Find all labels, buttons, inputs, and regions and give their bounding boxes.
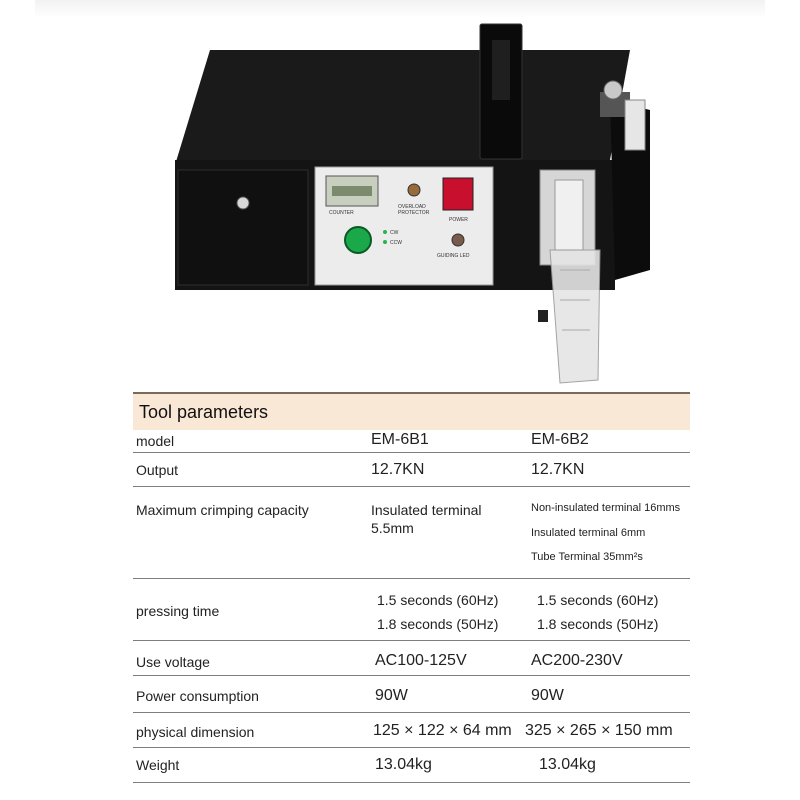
value-em6b2-line1: Non-insulated terminal 16mms [531, 502, 681, 514]
ccw-label: CCW [390, 240, 402, 246]
value-em6b1-line2: 5.5mm [371, 520, 414, 536]
value-em6b2-line3: Tube Terminal 35mm²s [531, 551, 643, 563]
start-button [345, 227, 371, 253]
row-label: pressing time [136, 603, 220, 619]
value-em6b2: EM-6B2 [531, 431, 589, 448]
guiding-led-label: GUIDING LED [437, 253, 470, 259]
row-label: Output [136, 462, 179, 478]
value-em6b1-line2: 1.8 seconds (50Hz) [377, 616, 499, 632]
power-label: POWER [449, 217, 468, 223]
overload-label: OVERLOAD [398, 204, 426, 210]
value-em6b1: AC100-125V [375, 652, 467, 669]
value-em6b1-line1: 1.5 seconds (60Hz) [377, 592, 499, 608]
value-em6b2-line2: 1.8 seconds (50Hz) [537, 616, 659, 632]
value-em6b1: 90W [375, 687, 408, 704]
row-label: Weight [136, 757, 180, 773]
value-em6b2: AC200-230V [531, 652, 623, 669]
tool-parameters-table [133, 392, 690, 787]
table-header [133, 392, 690, 430]
row-label: Power consumption [136, 688, 259, 704]
cw-label: CW [390, 230, 399, 236]
row-label: model [136, 433, 175, 449]
value-em6b1: 13.04kg [375, 756, 432, 773]
value-em6b2: 12.7KN [531, 461, 585, 478]
table-row-output [133, 453, 690, 487]
power-switch [443, 178, 473, 210]
guiding-led-knob [452, 234, 464, 246]
drawer [178, 170, 308, 285]
head-window [625, 100, 645, 150]
guard-clip [538, 310, 548, 322]
counter-label: COUNTER [329, 210, 354, 216]
cw-led [383, 230, 387, 234]
ccw-led [383, 240, 387, 244]
table-row-model [133, 428, 690, 453]
table-row-pressing-time [133, 579, 690, 641]
row-label: Use voltage [136, 654, 210, 670]
value-em6b2-line1: 1.5 seconds (60Hz) [537, 592, 659, 608]
overload-label-2: PROTECTOR [398, 210, 430, 216]
head-knob [604, 81, 622, 99]
table-row-crimping-capacity [133, 487, 690, 579]
value-em6b1: EM-6B1 [371, 431, 429, 448]
value-em6b2-line2: Insulated terminal 6mm [531, 527, 646, 539]
table-row-power-consumption [133, 676, 690, 713]
row-label: physical dimension [136, 724, 255, 740]
crimping-machine-photo [0, 0, 800, 390]
value-em6b1: 12.7KN [371, 461, 425, 478]
value-em6b1-line1: Insulated terminal [371, 502, 482, 518]
table-row-physical-dimension [133, 713, 690, 748]
row-label: Maximum crimping capacity [136, 502, 309, 518]
value-em6b1: 125 × 122 × 64 mm [373, 722, 512, 739]
handle-slot [492, 40, 510, 100]
table-row-use-voltage [133, 641, 690, 676]
table-title: Tool parameters [139, 402, 269, 422]
overload-protector-knob [408, 184, 420, 196]
value-em6b2: 325 × 265 × 150 mm [525, 722, 673, 739]
value-em6b2: 90W [531, 687, 564, 704]
drawer-knob [237, 197, 249, 209]
machine-top [175, 50, 630, 165]
value-em6b2: 13.04kg [539, 756, 596, 773]
table-row-weight [133, 748, 690, 783]
counter-digits [332, 186, 372, 196]
die-insert [555, 180, 583, 250]
